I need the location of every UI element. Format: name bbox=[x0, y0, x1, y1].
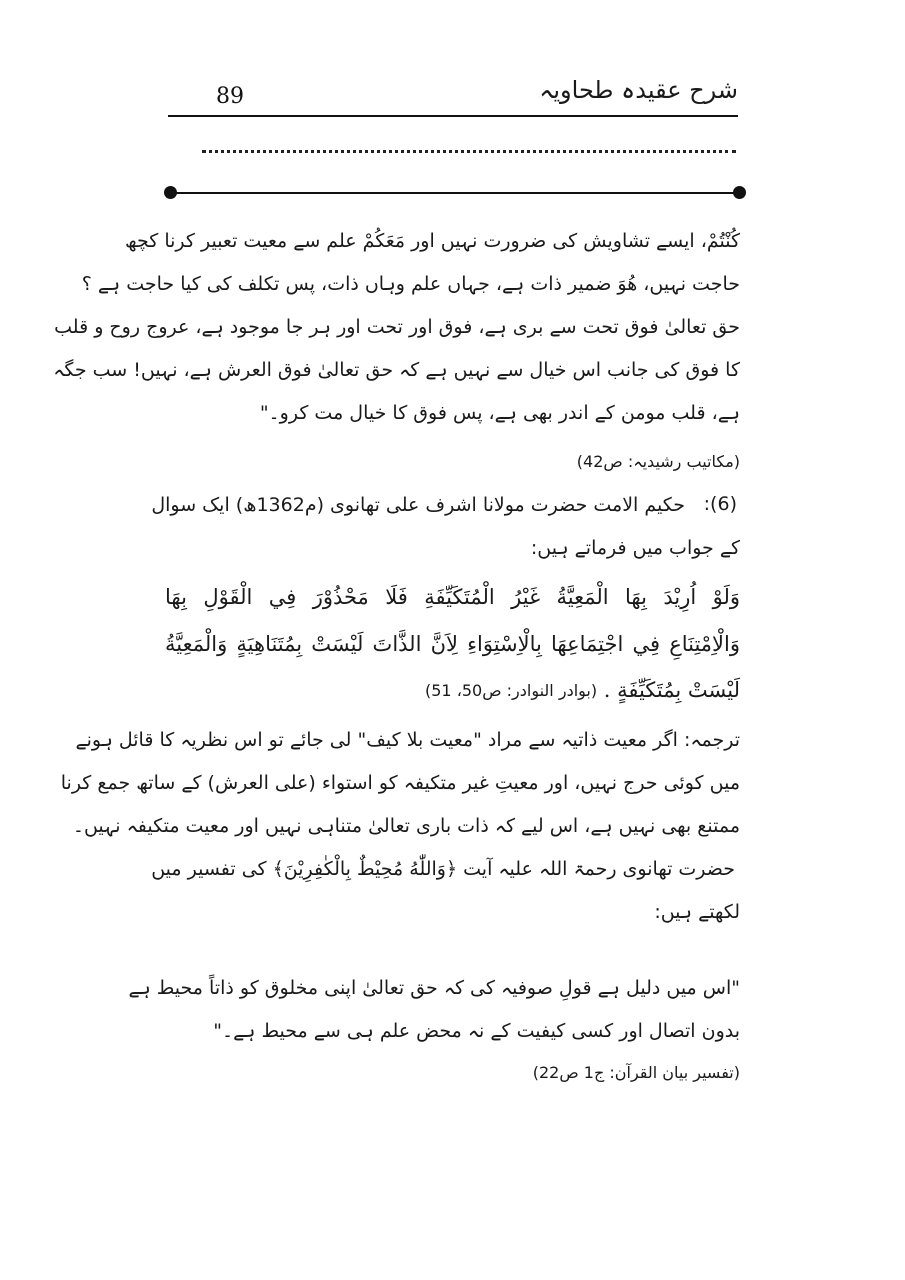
book-title: شرح عقیدہ طحاویہ bbox=[539, 76, 738, 104]
section-6-line-2: کے جواب میں فرماتے ہیں: bbox=[530, 537, 740, 559]
body-line: كُنْتُمْ، ایسے تشاویش کی ضرورت نہیں اور مَعَكُمْ علم سے معیت تعبیر کرنا کچھ bbox=[124, 230, 740, 252]
reference-maktubat: (مکاتیب رشیدیہ: ص42) bbox=[576, 452, 740, 471]
reference-bawadir: (بوادر النوادر: ص50، 51) bbox=[425, 681, 598, 700]
arabic-text-line-3: لَيْسَتْ بِمُتَكَيِّفَةٍ . bbox=[603, 678, 740, 702]
thanvi-line-2: لکھتے ہیں: bbox=[654, 901, 740, 923]
body-line: کا فوق کی جانب اس خیال سے نہیں ہے کہ حق تعالیٰ فوق العرش ہے، نہیں! سب جگہ bbox=[53, 359, 740, 381]
reference-tafsir: (تفسیر بیان القرآن: ج1 ص22) bbox=[532, 1063, 740, 1082]
arabic-text-line-1: وَلَوْ اُرِيْدَ بِهَا الْمَعِيَّةُ غَيْرُ الْمُتَكَيِّفَةِ فَلَا مَحْذُوْرَ فِي الْقَوْلِ بِهَا bbox=[165, 585, 740, 609]
page-header bbox=[168, 72, 738, 118]
translation-line: میں کوئی حرج نہیں، اور معیتِ غیر متکیفہ کو استواء (علی العرش) کے ساتھ جمع کرنا bbox=[60, 772, 740, 794]
translation-line: ترجمہ: اگر معیت ذاتیہ سے مراد "معیت بلا کیف" لی جائے تو اس نظریہ کا قائل ہونے bbox=[75, 729, 740, 751]
body-line: حق تعالیٰ فوق تحت سے بری ہے، فوق اور تحت اور ہر جا موجود ہے، عروج روح و قلب bbox=[54, 316, 740, 338]
arabic-text-line-2: وَالْاِمْتِنَاعِ فِي اجْتِمَاعِهَا بِالْاِسْتِوَاءِ لِاَنَّ الذَّاتَ لَيْسَتْ بِمُتَنَاهِيَةٍ وَالْمَعِيَّةُ bbox=[165, 632, 740, 656]
header-rule bbox=[168, 115, 738, 117]
quote-line: بدون اتصال اور کسی کیفیت کے نہ محض علم ہی سے محیط ہے۔" bbox=[213, 1020, 740, 1042]
body-line: حاجت نہیں، هُوَ ضمیر ذات ہے، جہاں علم وہاں ذات، پس تکلف کی کیا حاجت ہے ؟ bbox=[81, 273, 740, 295]
section-number: (6): bbox=[703, 493, 737, 515]
quote-line: "اس میں دلیل ہے قولِ صوفیہ کی کہ حق تعالیٰ اپنی مخلوق کو ذاتاً محیط ہے bbox=[128, 977, 740, 999]
separator-line bbox=[170, 192, 738, 194]
page-number: 89 bbox=[216, 84, 244, 109]
thanvi-line-1: حضرت تھانوی رحمۃ اللہ علیہ آیت ﴿وَاللّٰهُ مُحِيْطٌ بِالْكٰفِرِيْنَ﴾ کی تفسیر میں bbox=[151, 858, 735, 880]
separator-dot-right bbox=[733, 186, 746, 199]
translation-line: ممتنع بھی نہیں ہے، اس لیے کہ ذات باری تعالیٰ متناہی نہیں اور معیت متکیفہ نہیں۔ bbox=[72, 815, 740, 837]
section-6-line-1: حکیم الامت حضرت مولانا اشرف علی تھانوی (م1362ھ) ایک سوال bbox=[151, 494, 685, 516]
dotted-rule bbox=[202, 150, 736, 153]
body-line: ہے، قلب مومن کے اندر بھی ہے، پس فوق کا خیال مت کرو۔" bbox=[259, 402, 740, 424]
